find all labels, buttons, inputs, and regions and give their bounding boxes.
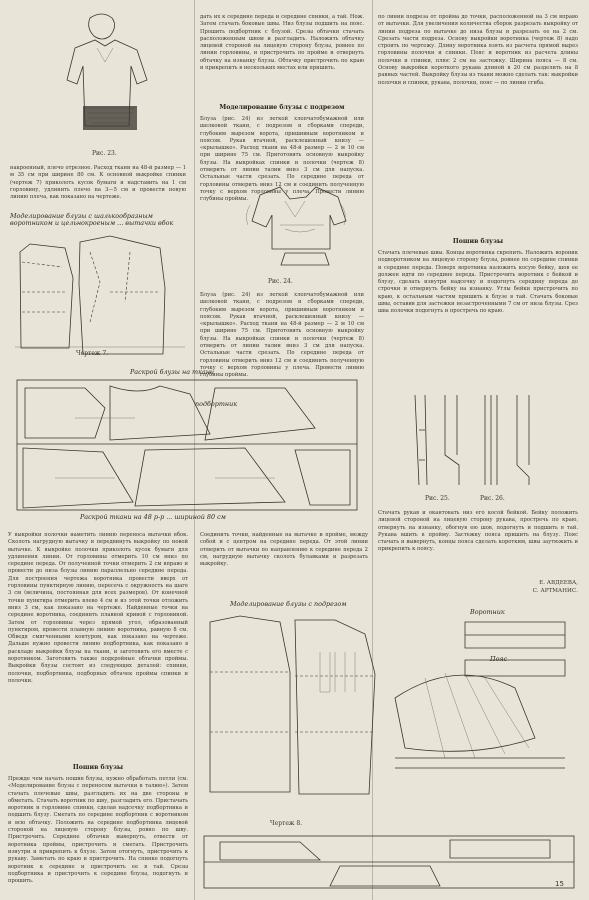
- heading-poshiv-2: Пошив блузы: [72, 764, 124, 771]
- drawing7-pattern: [10, 232, 190, 352]
- text-col3-top: по линии подреза от пройма до точки, расположенной на 3 см вправо от вытачки. Для увеличения количества сборок разрезать выкройку от линии подреза по вытачке до низа блузы и разрезать ее на 2 см. Срезать части подреза. Основу выкройки воротника (чертеж 8) надо строить по чертежу. Длину воротника взять из расчета прямой вырез горловины полочки и спинки. Пояс и воротник из расчета длины полочки и спинки, плюс 2 см на застежку. Ширина пояса — 8 см. Основу выкройки короткого рукава длиной в 20 см разделить на 8 равных частей. Выкройку блузы из ткани можно сделать так: выкройки полочки и спинки, рукава, полочки, пояс — по линии сгиба.: [378, 14, 578, 86]
- collar-belt-sleeve: [385, 618, 580, 818]
- page-number: 15: [555, 880, 564, 888]
- drawing8-title: Моделирование блузы с подрезом: [230, 600, 347, 608]
- layout-bottom-note: Раскрой ткани на 48 р-р ... шириной 80 см: [80, 513, 226, 521]
- fabric-layout-diagram: [15, 378, 360, 518]
- fig24-illustration: [230, 165, 360, 270]
- text-col2-low: Соединить точки, найденные на вытачке и пройме, между собой и с центром на середине переда. От этой линии отмерить от вытачки по направлению к середине переда 2 см, нагрудную вытачку сколоть булавками и разрезать выкройку.: [200, 532, 368, 568]
- signature: [430, 579, 578, 595]
- text-col1-mid: У выкройки полочки наметить линию переноса вытачки вбок. Сколоть нагрудную вытачку и передвинуть выкройку по новой вытачке. К выкройке полочки приколоть кусок бумаги для удлинения линии. От горловины отмерить 10 см вниз по середине переда. От полученной точки отмерить 2 см вправо и провести до низа блузы линию параллельно середине переда. Для построения чертежа воротника провести вверх от горловины пунктирную линию, пересечь с окружность на шаге 3 см (величина, постоянная для всех размеров). От конечной точки пунктира отмерить влево 4 см и из этой точки отложить вниз 3 см, как показано на чертеже. Найденные точки на середине воротника, соединить плавной кривой с горловиной. Затем от горловины через прямой угол, образованный пунктиром, провести плавную линию воротника, равную 8 см. Обведя смягченными контуром, как показано на чертеже. Дальше нужно провести линию подбортника, как показано в раскладе выкройки блузы на ткани, и заготовить его вместе с воротником. Заготовить также подкройные обтачки проймы. Выкройки блузы состоят из следующих деталей: спинки, полочки, подбортника, подборных обтачек проймы спинки и полочки.: [8, 532, 188, 684]
- text-col1-bot: Прежде чем начать пошив блузы, нужно обработать петли (см. «Моделирование блузы с переносом вытачки в талию»). Затем стачать плечевые швы, разгладить их на две стороны и обметать. Стачать воротник по шву, разгладить его. Пристачать воротник и горловине спинки, сделав надсечку подбортника и подшить блузу. Сметать по середине подбортник с воротником и всю обтачку. Положить на середине подбортника лицевой стороной на лицевую сторону блузы, ровно по шву. Пристрочить. Середине обтачки вывернуть, отвести от воротника проймы, пристрочить и сметать. Пристрочить изнутри и прикрепить к блузе. Затем отогнуть, пристрочить к рукаву. Заметать по краю и пристрочить. На спинке подогнуть воротник к середине и пристрочить ее в тай. Срезы подбортника и пристрочить к середине блузы, подогнуть и прошить.: [8, 776, 188, 885]
- layout-title: Раскрой блузы на ткани: [130, 368, 215, 376]
- label-poyas: Пояс: [490, 655, 508, 663]
- drawing8-caption: Чертеж 8.: [270, 820, 303, 827]
- heading-poshiv-1: Пошив блузы: [452, 238, 504, 245]
- fig26-caption: Рис. 26.: [480, 495, 505, 502]
- fig23-illustration: [35, 8, 165, 138]
- drawing7-caption: Чертеж 7.: [76, 350, 109, 357]
- label-vorotnik: Воротник: [470, 608, 505, 616]
- text-col1-top: накроенный, плечо отрезное. Расход ткани на 48-й размер — 1 м 35 см при ширине 80 см. К основной выкройке спинки (чертеж 7) приколоть кусок бумаги и надставить на 1 см горловину, удлинить плечо на 3—5 см и провести новую линию плеча, как показано на чертеже.: [10, 165, 186, 201]
- fig25-caption: Рис. 25.: [425, 495, 450, 502]
- fig23-caption: Рис. 23.: [92, 150, 117, 157]
- text-col2-top: дать их к середине переда и середине спинки, а тай. Нож. Затем стачать боковые швы. Низ блузы подшить на пояс. Прошить подбортник с блузой. Срезы обтачки стачать расположенным швом и разгладить. Наложить обтачку лицевой стороной на лицевую сторону блузы, ровнее по линии горловины, и пристрочить по пройме и отвернуть обтачку на изнанку блузы. Обтачку пристрочить по краю и прикрепить в нескольких местах или пришить.: [200, 14, 364, 72]
- bottom-layout-diagram: [200, 832, 580, 892]
- layout-label-podbortnik: подбортник: [195, 400, 238, 408]
- drawing7-title: Моделирование блузы с шалькообразным воротником и цельнокроеным ... вытачки вбок: [10, 212, 174, 227]
- text-col3-mid: Стачать плечевые швы. Концы воротника скрепить. Наложить вороник подворотником на лицевую сторону блузы, ровнее по середине спинки и середине переда. Поверх воротника наложить косую бейку, шов ее должен идти по середине переда. Пристрочить воротник с бейкой и блузу, сделать изнутри надсечку и подогнуть середину переда до строчки и отвернуть бейку на изнанку. Углы бейки пристрочить по краю, к остальным частям пришить к блузе в тай. Стачать боковые швы, оставив для застежки незастроченными 7 см от низа блузы. Срез шва полочки подогнуть и простречь по краю.: [378, 250, 578, 315]
- text-col2-mid-cont: Блуза (рис. 24) из легкой хлопчатобумажной или шелковой ткани, с подрезом и сборками спереди, глубоким вырезом ворота, пришивным воротником и поясом. Рукав втачной, расклешенный книзу — «крылышко». Расход ткани на 48-й размер — 2 м 10 см при ширине 75 см. Приготовить основную выкройку блузы. На выкройках спинки и полочки (чертеж 8) отмерить от линии талии вниз 3 см для напуска. Остальные части срезать. По середине переда от горловины отмерить вниз 12 см и соединить полученную точку с верхом горловины у плеча. Провести линию глубины проймы.: [200, 292, 364, 379]
- text-col2-mid: Блуза (рис. 24) из легкой хлопчатобумажной или шелковой ткани, с подрезом и сборками спереди, глубоким вырезом ворота, пришивным воротником и поясом. Рукав втачной, расклешенный книзу — «крылышко». Расход ткани на 48-й размер — 2 м 10 см при ширине 75 см. Приготовить основную выкройку блузы. На выкройках спинки и полочки (чертеж 8) отмерить от линии талии вниз 3 см для напуска. Остальные части срезать. По середине переда от горловины отмерить вниз 12 см и соединить полученную точку с верхом горловины у плеча. Провести линию глубины проймы.: [200, 116, 364, 203]
- signature-line2: С. АРТМАНИС.: [532, 588, 578, 594]
- drawing8-bodice: [200, 612, 380, 812]
- signature-line1: Е. АВДЕЕВА,: [539, 580, 578, 586]
- heading-model-podrezom: Моделирование блузы с подрезом: [219, 104, 345, 111]
- fig25-26-illustration: [405, 390, 545, 490]
- fig24-caption: Рис. 24.: [268, 278, 293, 285]
- text-col3-bot: Стачать рукав и окантовать низ его косой бейкой. Бейку положить лицевой стороной на лицевую сторону рукава, простречь по краю, отвернуть на изнанку, обогнув ею шов, подогнуть и подшить в тай. Рукава вшить в пройму. Застежку пояса пришить на блузу. Пояс стачать и вывернуть, концы пояса сделать коротким, швы заутюжить и прикрепить к поясу.: [378, 510, 578, 553]
